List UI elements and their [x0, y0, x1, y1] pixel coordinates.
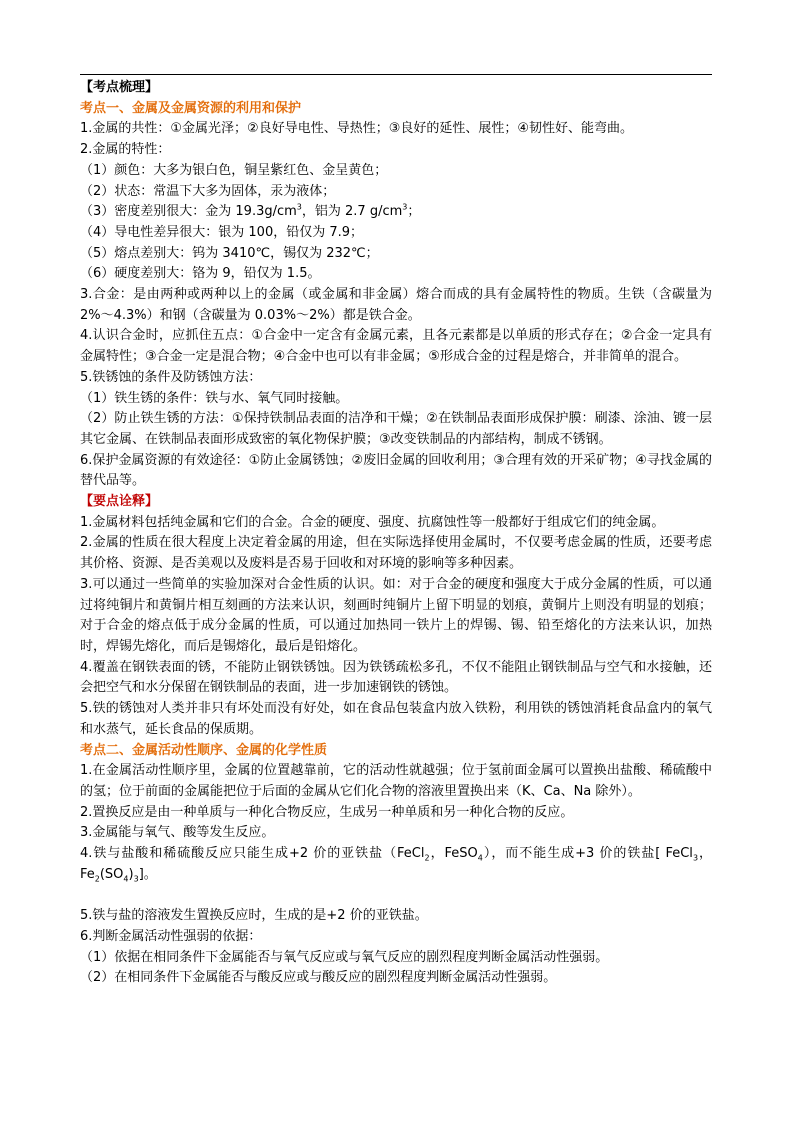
paragraph: （2）状态：常温下大多为固体，汞为液体； — [80, 183, 336, 199]
paragraph: （2）在相同条件下金属能否与酸反应或与酸反应的剧烈程度判断金属活动性强弱。 — [80, 970, 557, 986]
paragraph: 5.铁锈蚀的条件及防锈蚀方法： — [80, 369, 262, 385]
paragraph: （2）防止铁生锈的方法：①保持铁制品表面的洁净和干燥；②在铁制品表面形成保护膜：刷漆、涂油、镀一层其它金属、在铁制品表面形成致密的氧化物保护膜；③改变铁制品的内部结构，制成不锈钢。 — [80, 411, 712, 447]
paragraph: （4）导电性差异很大：银为 100，铅仅为 7.9； — [80, 224, 364, 240]
paragraph: 3.金属能与氧气、酸等发生反应。 — [80, 825, 275, 841]
paragraph: 5.铁的锈蚀对人类并非只有坏处而没有好处，如在食品包装盒内放入铁粉，利用铁的锈蚀消耗食品盒内的氧气和水蒸气，延长食品的保质期。 — [80, 701, 712, 737]
section-tag-summary: 【考点梳理】 — [80, 80, 159, 95]
paragraph: （1）依据在相同条件下金属能否与氧气反应或与氧气反应的剧烈程度判断金属活动性强弱。 — [80, 949, 609, 965]
paragraph: 4.覆盖在钢铁表面的锈，不能防止钢铁锈蚀。因为铁锈疏松多孔，不仅不能阻止钢铁制品与空气和水接触，还会把空气和水分保留在钢铁制品的表面，进一步加速钢铁的锈蚀。 — [80, 659, 712, 696]
paragraph: 6.保护金属资源的有效途径：①防止金属锈蚀；②废旧金属的回收利用；③合理有效的开采矿物；④寻找金属的替代品等。 — [80, 452, 712, 489]
paragraph: 1.金属的共性：①金属光泽；②良好导电性、导热性；③良好的延性、展性；④韧性好、能弯曲。 — [80, 121, 634, 137]
section-tag-explain: 【要点诠释】 — [80, 494, 159, 510]
paragraph: （1）颜色：大多为银白色，铜呈紫红色、金呈黄色； — [80, 162, 388, 178]
blank-line — [80, 885, 712, 906]
paragraph: 1.金属材料包括纯金属和它们的合金。合金的硬度、强度、抗腐蚀性等一般都好于组成它们的纯金属。 — [80, 514, 665, 530]
paragraph: 1.在金属活动性顺序里，金属的位置越靠前，它的活动性就越强；位于氢前面金属可以置换出盐酸、稀硫酸中的氢；位于前面的金属能把位于后面的金属从它们化合物的溶液里置换出来（K、Ca、Na 除外）。 — [80, 763, 712, 799]
paragraph: 2.金属的特性： — [80, 142, 171, 158]
heading-topic-1: 考点一、金属及金属资源的利用和保护 — [80, 100, 302, 116]
paragraph: 3.合金：是由两种或两种以上的金属（或金属和非金属）熔合而成的具有金属特性的物质。生铁（含碳量为 2%～4.3%）和钢（含碳量为 0.03%～2%）都是铁合金。 — [80, 287, 712, 323]
paragraph: 5.铁与盐的溶液发生置换反应时，生成的是+2 价的亚铁盐。 — [80, 908, 428, 924]
paragraph: （6）硬度差别大：铬为 9，铅仅为 1.5。 — [80, 266, 321, 282]
paragraph-iron-salts: 4.铁与盐酸和稀硫酸反应只能生成+2 价的亚铁盐（FeCl$_2$，FeSO$_4$），而不能生成+3 价的铁盐[ FeCl$_3$，$Fe_2(SO_4)_3$]。 — [80, 846, 713, 884]
paragraph: 6.判断金属活动性强弱的依据： — [80, 928, 262, 944]
paragraph: 4.认识合金时，应抓住五点：①合金中一定含有金属元素，且各元素都是以单质的形式存在；②合金一定具有金属特性；③合金一定是混合物；④合金中也可以有非金属；⑤形成合金的过程是熔合，并非简单的混合。 — [80, 328, 712, 365]
paragraph-density: （3）密度差别很大：金为 $19.3g/cm^3$，铝为 2.7 $g/cm^3$； — [80, 202, 421, 220]
paragraph: 2.金属的性质在很大程度上决定着金属的用途，但在实际选择使用金属时，不仅要考虑金属的性质，还要考虑其价格、资源、是否美观以及废料是否易于回收和对环境的影响等多种因素。 — [80, 535, 712, 572]
paragraph: （5）熔点差别大：钨为 3410℃，锡仅为 232℃； — [80, 245, 379, 261]
document-body — [80, 78, 712, 989]
paragraph: 3.可以通过一些简单的实验加深对合金性质的认识。如：对于合金的硬度和强度大于成分金属的性质，可以通过将纯铜片和黄铜片相互刻画的方法来认识，刻画时纯铜片上留下明显的划痕，黄铜片上则没有明显的划痕；对于合金的熔点低于成分金属的性质，可以通过加热同一铁片上的焊锡、锡、铅至熔化的方法来认识，加热时，焊锡先熔化，而后是锡熔化，最后是铅熔化。 — [80, 576, 712, 654]
paragraph: 2.置换反应是由一种单质与一种化合物反应，生成另一种单质和另一种化合物的反应。 — [80, 804, 574, 820]
heading-topic-2: 考点二、金属活动性顺序、金属的化学性质 — [80, 742, 328, 758]
paragraph: （1）铁生锈的条件：铁与水、氧气同时接触。 — [80, 390, 349, 406]
header-rule — [80, 74, 712, 75]
